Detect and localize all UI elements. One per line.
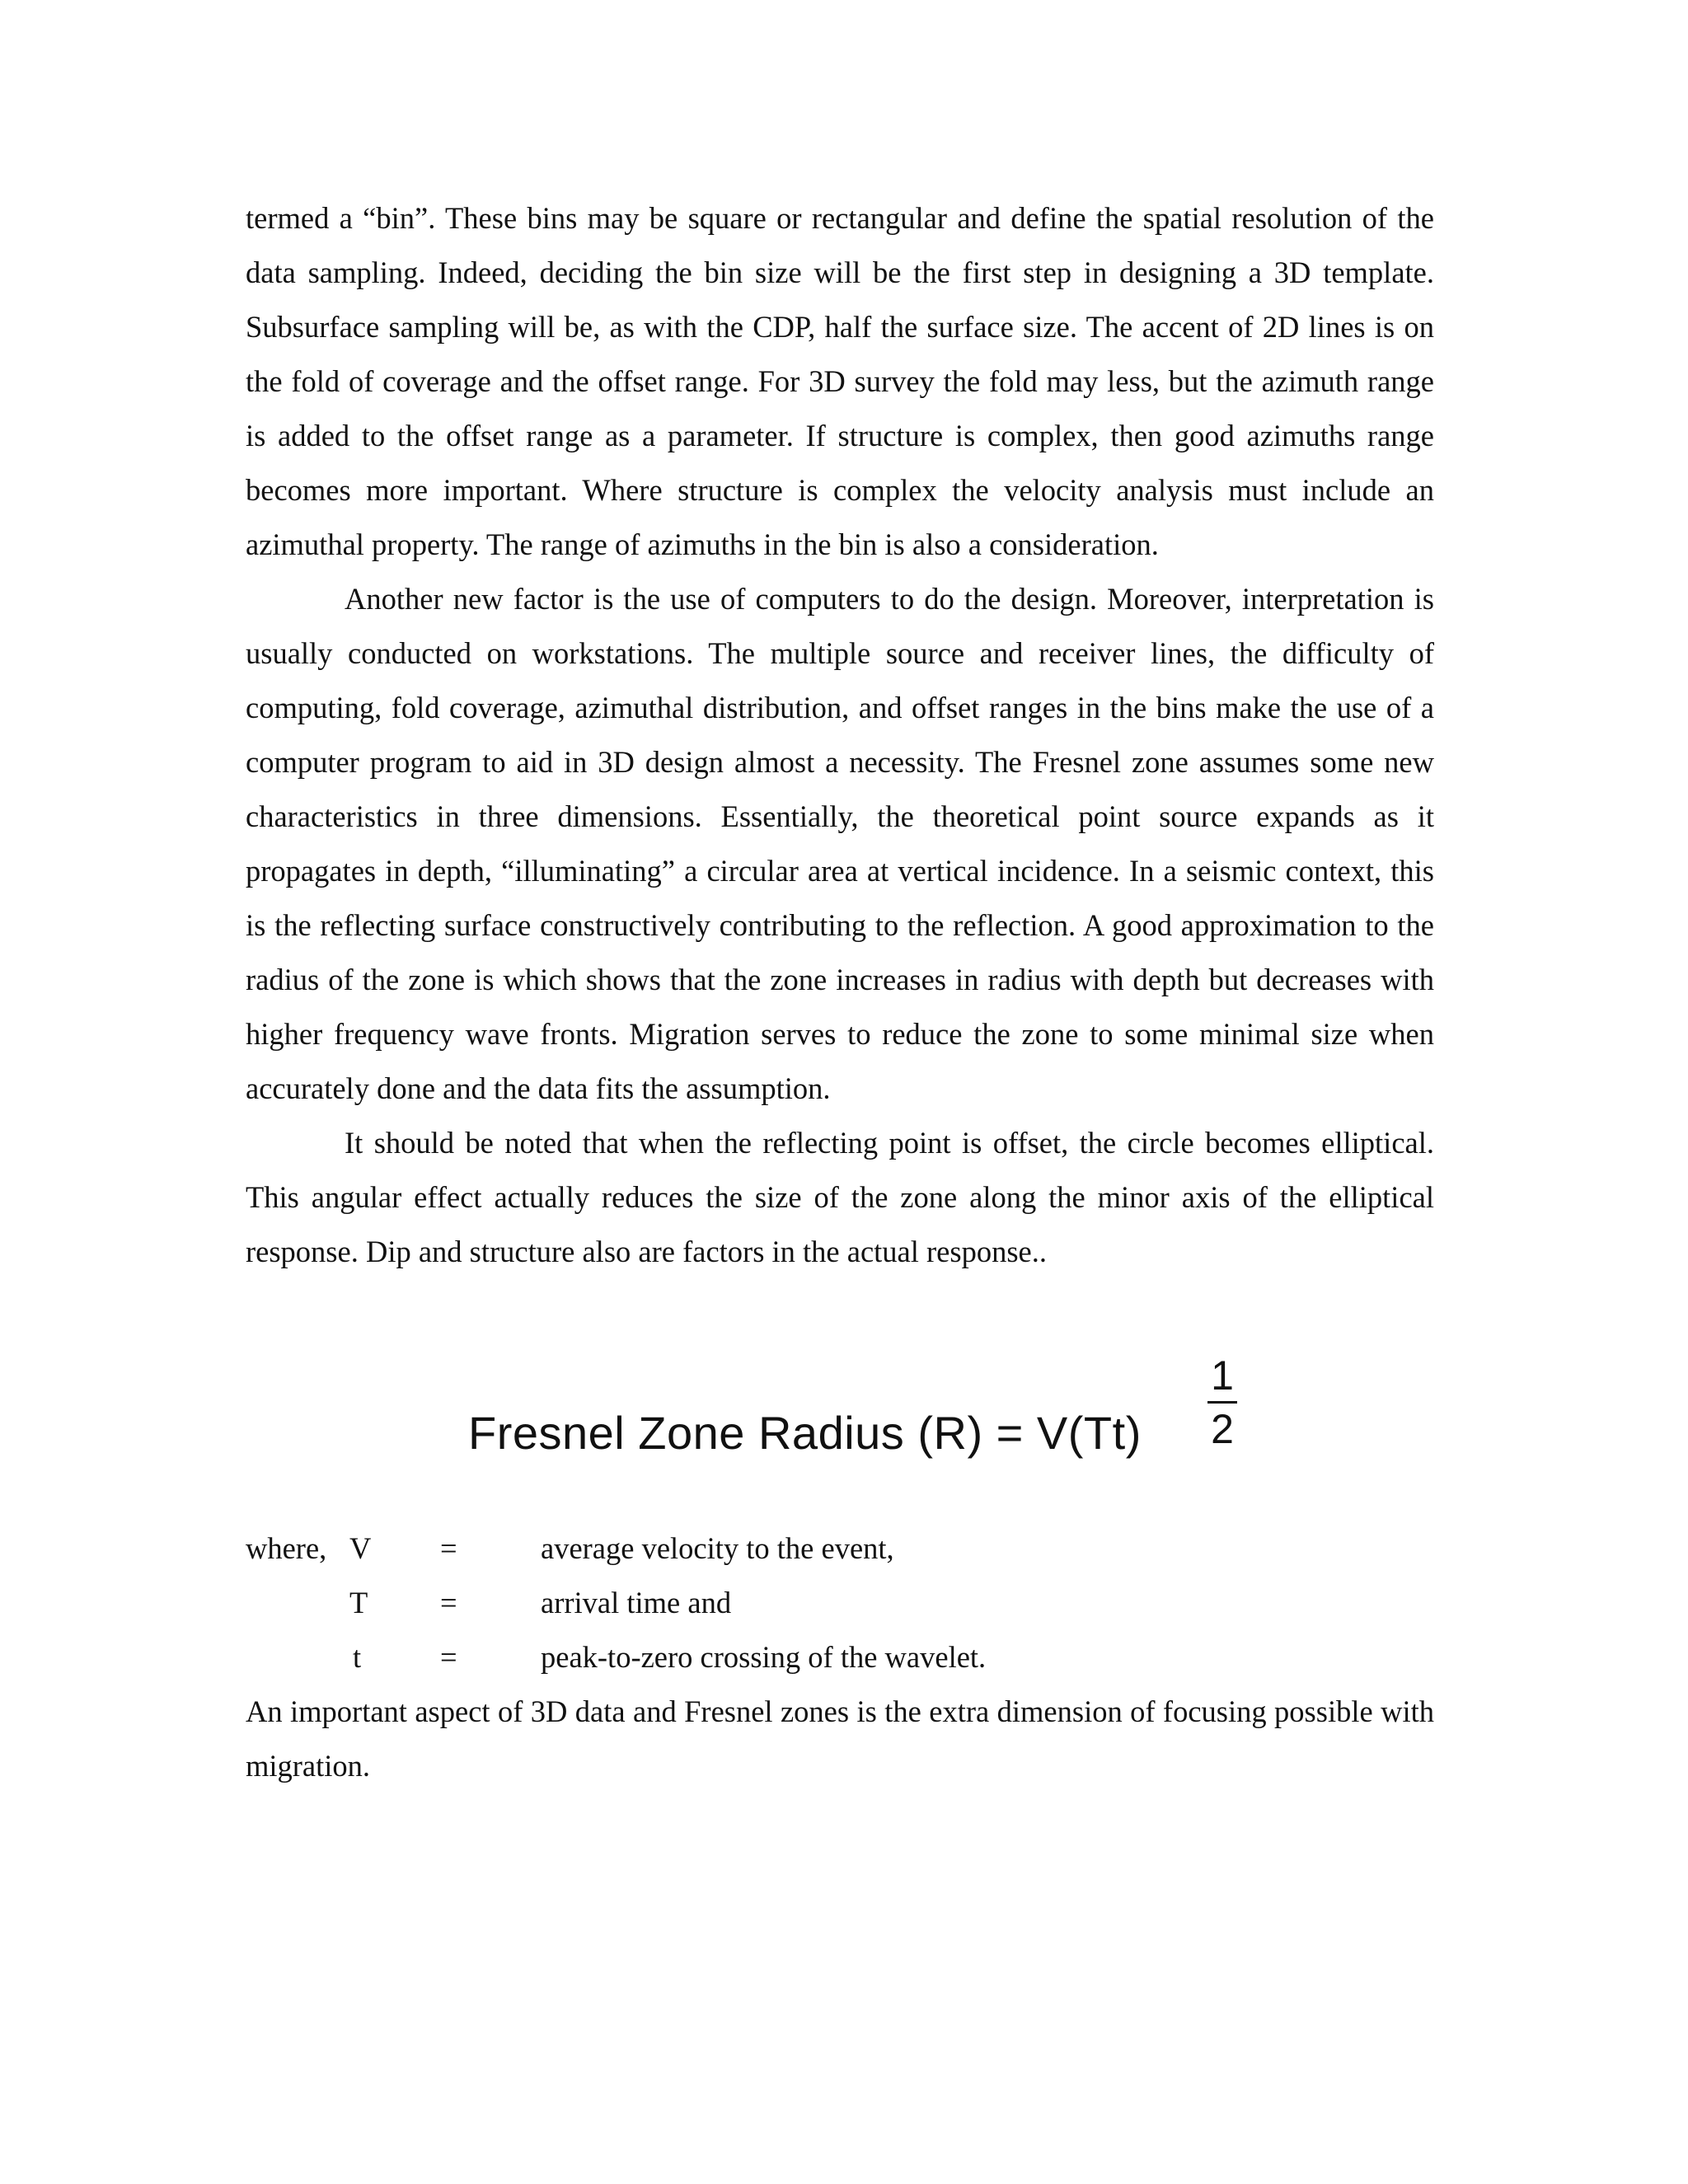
definition-equals: = [440, 1640, 457, 1674]
definition-text: peak-to-zero crossing of the wavelet. [541, 1640, 987, 1674]
formula-exponent [1206, 1352, 1239, 1452]
definition-text: average velocity to the event, [541, 1531, 894, 1565]
exponent-denominator: 2 [1211, 1406, 1234, 1452]
body-text [246, 191, 1434, 1279]
fresnel-formula [468, 1352, 1259, 1467]
definition-equals: = [440, 1586, 457, 1619]
paragraph-bins: termed a “bin”. These bins may be square or rectangular and define the spatial resolution of the data sampling. Indeed, deciding the bin size will be the first step in designing a 3D template. Subsurface sampling will be, as with the CDP, half the surface size. The accent of 2D lines is on the fold of coverage and the offset range. For 3D survey the fold may less, but the azimuth range is added to the offset range as a parameter. If structure is complex, then good azimuths range becomes more important. Where structure is complex the velocity analysis must include an azimuthal property. The range of azimuths in the bin is also a consideration. [246, 201, 1434, 561]
formula-expression: Fresnel Zone Radius (R) = V(Tt) [468, 1407, 1142, 1459]
definition-row [246, 1576, 1434, 1630]
variable-definitions [246, 1521, 1434, 1685]
paragraph-elliptical-response: It should be noted that when the reflecting point is offset, the circle becomes elliptical. This angular effect actually reduces the size of the zone along the minor axis of the elliptical response. Dip and structure also are factors in the actual response.. [246, 1126, 1434, 1268]
fraction-bar [1207, 1401, 1237, 1404]
definition-symbol: t [353, 1640, 362, 1674]
definition-text: arrival time and [541, 1586, 732, 1619]
definition-symbol: V [349, 1531, 372, 1565]
exponent-numerator: 1 [1211, 1352, 1234, 1399]
definition-equals: = [440, 1531, 457, 1565]
definition-symbol: T [349, 1586, 368, 1619]
definition-row [246, 1630, 1434, 1685]
paragraph-closing: An important aspect of 3D data and Fresnel zones is the extra dimension of focusing possible with migration. [246, 1694, 1434, 1783]
paragraph-fresnel-zone: Another new factor is the use of computers to do the design. Moreover, interpretation is usually conducted on workstations. The multiple source and receiver lines, the difficulty of computing, fold coverage, azimuthal distribution, and offset ranges in the bins make the use of a computer program to aid in 3D design almost a necessity. The Fresnel zone assumes some new characteristics in three dimensions. Essentially, the theoretical point source expands as it propagates in depth, “illuminating” a circular area at vertical incidence. In a seismic context, this is the reflecting surface constructively contributing to the reflection. A good approximation to the radius of the zone is which shows that the zone increases in radius with depth but decreases with higher frequency wave fronts. Migration serves to reduce the zone to some minimal size when accurately done and the data fits the assumption. [246, 582, 1434, 1105]
closing-text [246, 1685, 1434, 1793]
definition-row [246, 1521, 1434, 1576]
definition-lead: where, [246, 1531, 327, 1565]
